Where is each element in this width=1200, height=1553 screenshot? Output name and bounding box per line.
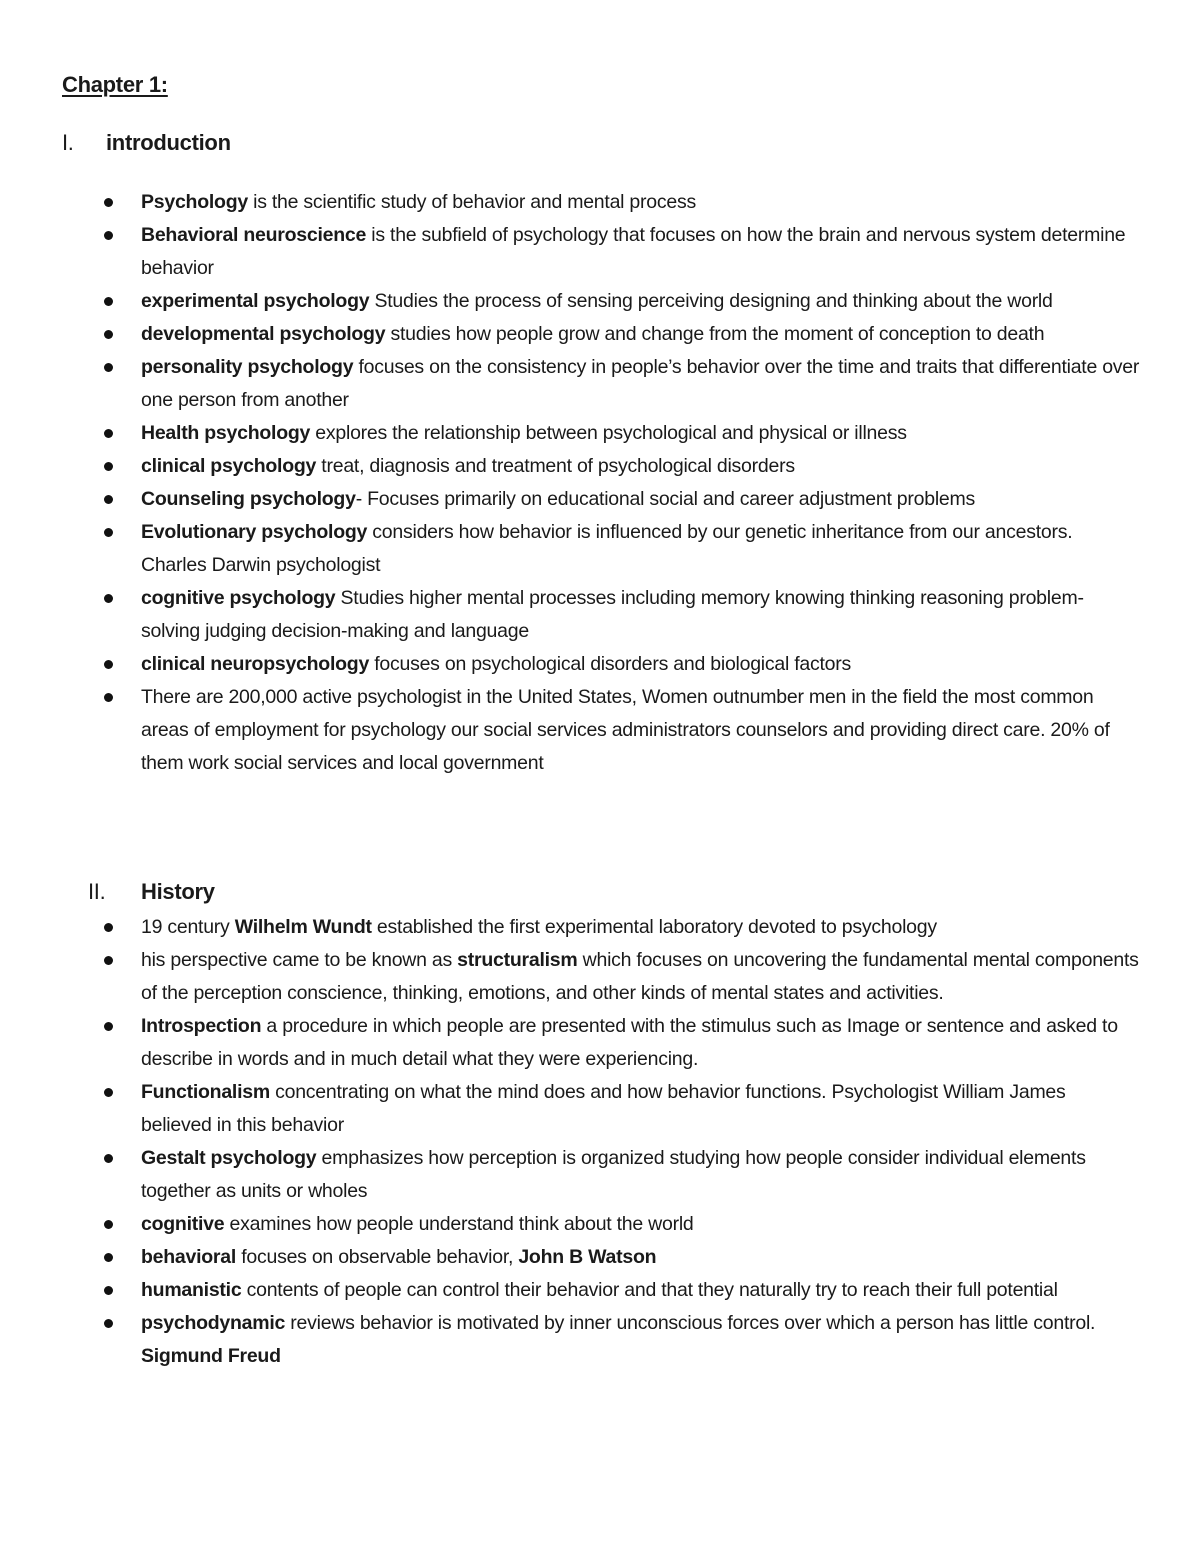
bullet-item	[0, 1208, 1200, 1241]
bullet-definition: explores the relationship between psychological and physical or illness	[310, 422, 907, 444]
section-heading-text: introduction	[106, 130, 231, 155]
bullet-term: Functionalism	[141, 1081, 270, 1103]
bullet-definition: examines how people understand think about the world	[224, 1213, 694, 1235]
bullet-item	[0, 417, 1200, 450]
bullet-item	[0, 944, 1200, 1010]
bullet-item	[0, 1010, 1200, 1076]
bullet-item	[0, 911, 1200, 944]
bullet-item	[0, 1307, 1200, 1373]
bullet-term: Wilhelm Wundt	[234, 916, 372, 938]
bullet-lead-text: 19 century	[141, 916, 235, 938]
section-numeral: II.	[88, 879, 106, 904]
bullet-term: cognitive	[141, 1213, 225, 1235]
bullet-person-name: Sigmund Freud	[141, 1345, 281, 1367]
bullet-definition: reviews behavior is motivated by inner unconscious forces over which a person has little control.	[285, 1312, 1096, 1334]
bullet-term: cognitive psychology	[141, 587, 336, 609]
bullet-term: behavioral	[141, 1246, 237, 1268]
bullet-term: psychodynamic	[141, 1312, 286, 1334]
bullet-term: experimental psychology	[141, 290, 370, 312]
bullet-definition: focuses on psychological disorders and biological factors	[369, 653, 852, 675]
bullet-definition: is the scientific study of behavior and mental process	[247, 191, 696, 213]
bullet-definition: considers how behavior is influenced by our genetic inheritance from our ancestors. Charles Darwin psychologist	[141, 521, 1073, 576]
bullet-definition: studies how people grow and change from the moment of conception to death	[385, 323, 1045, 345]
bullet-definition: contents of people can control their behavior and that they naturally try to reach their full potential	[241, 1279, 1058, 1301]
bullet-item	[0, 1142, 1200, 1208]
bullet-definition: Studies higher mental processes including memory knowing thinking reasoning problem-solving judging decision-making and language	[141, 587, 1084, 642]
bullet-item	[0, 318, 1200, 351]
bullet-item	[0, 285, 1200, 318]
bullet-term: developmental psychology	[141, 323, 386, 345]
bullet-definition: - Focuses primarily on educational social and career adjustment problems	[355, 488, 975, 510]
bullet-definition: There are 200,000 active psychologist in the United States, Women outnumber men in the field the most common areas of employment for psychology our social services administrators counselors and providing direct care. 20% of them work social services and local government	[141, 686, 1110, 774]
bullet-person-name: John B Watson	[518, 1246, 657, 1268]
bullet-definition: a procedure in which people are presented with the stimulus such as Image or sentence and asked to describe in words and in much detail what they were experiencing.	[141, 1015, 1118, 1070]
bullet-term: Psychology	[141, 191, 248, 213]
bullet-term: humanistic	[141, 1279, 242, 1301]
bullet-item	[0, 1274, 1200, 1307]
bullet-term: personality psychology	[141, 356, 354, 378]
bullet-definition: concentrating on what the mind does and how behavior functions. Psychologist William James believed in this behavior	[141, 1081, 1066, 1136]
bullet-item	[0, 219, 1200, 285]
chapter-title: Chapter 1:	[62, 72, 168, 97]
bullet-item	[0, 483, 1200, 516]
introduction-bullet-list	[0, 186, 1200, 780]
bullet-definition: focuses on observable behavior,	[236, 1246, 519, 1268]
bullet-item	[0, 648, 1200, 681]
bullet-term: Gestalt psychology	[141, 1147, 317, 1169]
bullet-term: clinical neuropsychology	[141, 653, 370, 675]
bullet-item	[0, 351, 1200, 417]
bullet-definition: is the subfield of psychology that focuses on how the brain and nervous system determine behavior	[141, 224, 1126, 279]
bullet-item	[0, 1241, 1200, 1274]
bullet-term: clinical psychology	[141, 455, 317, 477]
bullet-definition: established the first experimental laboratory devoted to psychology	[371, 916, 937, 938]
bullet-term: Evolutionary psychology	[141, 521, 368, 543]
bullet-term: Behavioral neuroscience	[141, 224, 367, 246]
bullet-definition: which focuses on uncovering the fundamental mental components of the perception conscience, thinking, emotions, and other kinds of mental states and activities.	[141, 949, 1139, 1004]
bullet-item	[0, 516, 1200, 582]
bullet-item	[0, 582, 1200, 648]
history-bullet-list	[0, 911, 1200, 1373]
bullet-item	[0, 186, 1200, 219]
bullet-item	[0, 1076, 1200, 1142]
bullet-item	[0, 450, 1200, 483]
bullet-definition: Studies the process of sensing perceiving designing and thinking about the world	[369, 290, 1053, 312]
bullet-definition: treat, diagnosis and treatment of psychological disorders	[316, 455, 795, 477]
section-numeral: I.	[62, 130, 74, 155]
bullet-lead-text: his perspective came to be known as	[141, 949, 458, 971]
bullet-item	[0, 681, 1200, 780]
bullet-term: Introspection	[141, 1015, 262, 1037]
bullet-term: Counseling psychology	[141, 488, 356, 510]
bullet-definition: focuses on the consistency in people’s behavior over the time and traits that differentiate over one person from another	[141, 356, 1140, 411]
bullet-term: Health psychology	[141, 422, 311, 444]
bullet-definition: emphasizes how perception is organized studying how people consider individual elements together as units or wholes	[141, 1147, 1086, 1202]
bullet-term: structuralism	[457, 949, 578, 971]
section-heading-text: History	[141, 879, 215, 904]
